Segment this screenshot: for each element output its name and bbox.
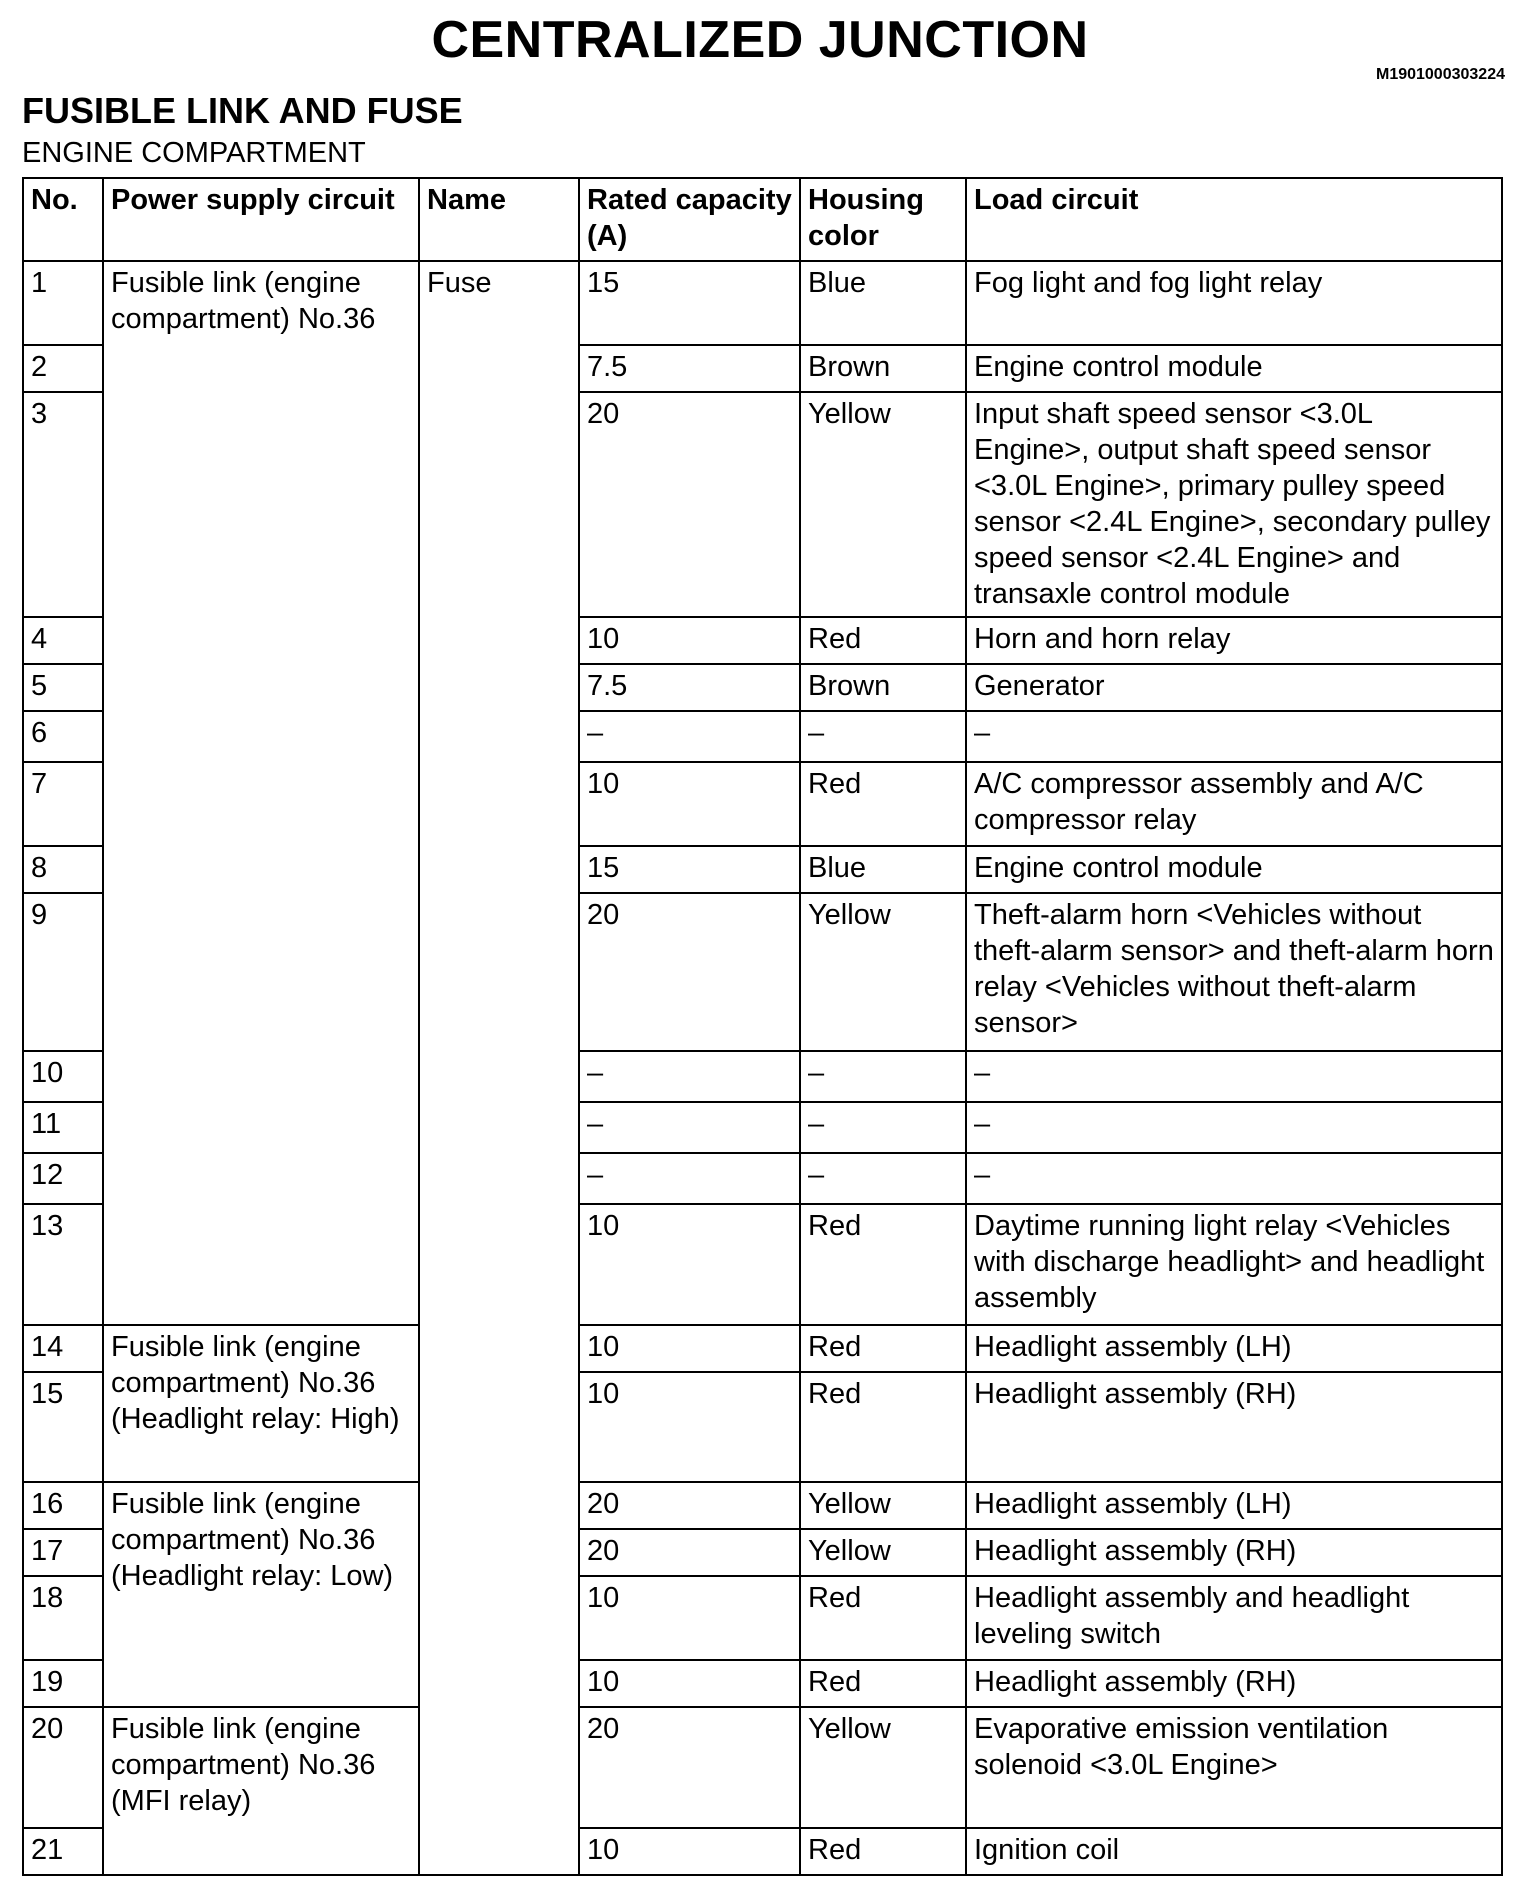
cell-no: 1: [23, 261, 103, 345]
cell-housing-color: –: [800, 1102, 966, 1153]
header-name: Name: [419, 178, 579, 261]
cell-power-supply: Fusible link (engine compartment) No.36 (Headlight relay: Low): [103, 1482, 419, 1707]
cell-rated-capacity: 10: [579, 1576, 800, 1660]
cell-power-supply: Fusible link (engine compartment) No.36 (MFI relay): [103, 1707, 419, 1875]
cell-load-circuit: Input shaft speed sensor <3.0L Engine>, output shaft speed sensor <3.0L Engine>, primary pulley speed sensor <2.4L Engine>, secondary pulley speed sensor <2.4L Engine> and transaxle control module: [966, 392, 1502, 617]
cell-load-circuit: Ignition coil: [966, 1828, 1502, 1875]
cell-rated-capacity: 20: [579, 893, 800, 1051]
cell-no: 9: [23, 893, 103, 1051]
cell-load-circuit: Headlight assembly (RH): [966, 1660, 1502, 1707]
table-row: [23, 261, 1502, 345]
cell-housing-color: Yellow: [800, 893, 966, 1051]
page-title: CENTRALIZED JUNCTION: [431, 11, 1089, 69]
cell-no: 19: [23, 1660, 103, 1707]
cell-rated-capacity: 7.5: [579, 664, 800, 711]
cell-housing-color: Yellow: [800, 392, 966, 617]
cell-no: 4: [23, 617, 103, 664]
cell-load-circuit: –: [966, 1051, 1502, 1102]
cell-no: 18: [23, 1576, 103, 1660]
cell-rated-capacity: –: [579, 711, 800, 762]
cell-housing-color: Yellow: [800, 1482, 966, 1529]
cell-no: 20: [23, 1707, 103, 1828]
header-rated-capacity: Rated capacity (A): [579, 178, 800, 261]
cell-housing-color: Red: [800, 1660, 966, 1707]
cell-load-circuit: Engine control module: [966, 846, 1502, 893]
cell-no: 5: [23, 664, 103, 711]
cell-rated-capacity: 20: [579, 1482, 800, 1529]
table-row: [23, 1482, 1502, 1529]
cell-no: 16: [23, 1482, 103, 1529]
cell-rated-capacity: 10: [579, 1204, 800, 1325]
cell-rated-capacity: 10: [579, 762, 800, 846]
cell-rated-capacity: –: [579, 1102, 800, 1153]
cell-no: 2: [23, 345, 103, 392]
cell-housing-color: Yellow: [800, 1707, 966, 1828]
cell-rated-capacity: 7.5: [579, 345, 800, 392]
cell-rated-capacity: 10: [579, 1372, 800, 1482]
cell-housing-color: –: [800, 1051, 966, 1102]
subsection-heading: ENGINE COMPARTMENT: [22, 137, 366, 169]
cell-load-circuit: Daytime running light relay <Vehicles with discharge headlight> and headlight assembly: [966, 1204, 1502, 1325]
cell-load-circuit: –: [966, 711, 1502, 762]
cell-load-circuit: Engine control module: [966, 345, 1502, 392]
cell-load-circuit: Horn and horn relay: [966, 617, 1502, 664]
table-row: [23, 1325, 1502, 1372]
cell-housing-color: Brown: [800, 664, 966, 711]
cell-no: 12: [23, 1153, 103, 1204]
cell-housing-color: –: [800, 711, 966, 762]
cell-no: 10: [23, 1051, 103, 1102]
cell-rated-capacity: 20: [579, 1707, 800, 1828]
cell-name: Fuse: [419, 261, 579, 1875]
cell-load-circuit: Headlight assembly and headlight leveling switch: [966, 1576, 1502, 1660]
cell-rated-capacity: 10: [579, 1660, 800, 1707]
cell-power-supply: Fusible link (engine compartment) No.36 (Headlight relay: High): [103, 1325, 419, 1482]
cell-load-circuit: Headlight assembly (LH): [966, 1482, 1502, 1529]
cell-rated-capacity: 10: [579, 1828, 800, 1875]
cell-rated-capacity: 20: [579, 392, 800, 617]
table-body: [23, 261, 1502, 1875]
cell-housing-color: –: [800, 1153, 966, 1204]
cell-load-circuit: Evaporative emission ventilation solenoid <3.0L Engine>: [966, 1707, 1502, 1828]
cell-no: 13: [23, 1204, 103, 1325]
cell-housing-color: Red: [800, 617, 966, 664]
header-row: [23, 178, 1502, 261]
cell-no: 11: [23, 1102, 103, 1153]
cell-no: 15: [23, 1372, 103, 1482]
cell-load-circuit: Headlight assembly (RH): [966, 1372, 1502, 1482]
section-heading: FUSIBLE LINK AND FUSE: [22, 90, 463, 131]
cell-housing-color: Red: [800, 1204, 966, 1325]
cell-no: 7: [23, 762, 103, 846]
cell-no: 17: [23, 1529, 103, 1576]
cell-rated-capacity: 10: [579, 617, 800, 664]
cell-housing-color: Red: [800, 1325, 966, 1372]
cell-load-circuit: Generator: [966, 664, 1502, 711]
header-no: No.: [23, 178, 103, 261]
cell-load-circuit: Theft-alarm horn <Vehicles without theft-alarm sensor> and theft-alarm horn relay <Vehicles without theft-alarm sensor>: [966, 893, 1502, 1051]
cell-rated-capacity: 20: [579, 1529, 800, 1576]
cell-no: 21: [23, 1828, 103, 1875]
cell-load-circuit: –: [966, 1153, 1502, 1204]
cell-no: 8: [23, 846, 103, 893]
cell-power-supply: Fusible link (engine compartment) No.36: [103, 261, 419, 1325]
cell-housing-color: Red: [800, 1372, 966, 1482]
cell-load-circuit: Headlight assembly (RH): [966, 1529, 1502, 1576]
cell-load-circuit: A/C compressor assembly and A/C compressor relay: [966, 762, 1502, 846]
document-id: M1901000303224: [1375, 66, 1505, 83]
header-load-circuit: Load circuit: [966, 178, 1502, 261]
header-housing-color: Housing color: [800, 178, 966, 261]
cell-load-circuit: Headlight assembly (LH): [966, 1325, 1502, 1372]
cell-housing-color: Yellow: [800, 1529, 966, 1576]
cell-load-circuit: –: [966, 1102, 1502, 1153]
cell-housing-color: Blue: [800, 846, 966, 893]
cell-housing-color: Blue: [800, 261, 966, 345]
cell-rated-capacity: –: [579, 1153, 800, 1204]
cell-load-circuit: Fog light and fog light relay: [966, 261, 1502, 345]
cell-housing-color: Red: [800, 1576, 966, 1660]
cell-rated-capacity: 15: [579, 261, 800, 345]
cell-housing-color: Brown: [800, 345, 966, 392]
cell-rated-capacity: –: [579, 1051, 800, 1102]
cell-rated-capacity: 10: [579, 1325, 800, 1372]
cell-rated-capacity: 15: [579, 846, 800, 893]
table-row: [23, 1707, 1502, 1828]
cell-housing-color: Red: [800, 762, 966, 846]
cell-no: 6: [23, 711, 103, 762]
header-power-supply: Power supply circuit: [103, 178, 419, 261]
cell-no: 3: [23, 392, 103, 617]
cell-no: 14: [23, 1325, 103, 1372]
cell-housing-color: Red: [800, 1828, 966, 1875]
fuse-table: [22, 177, 1503, 1876]
